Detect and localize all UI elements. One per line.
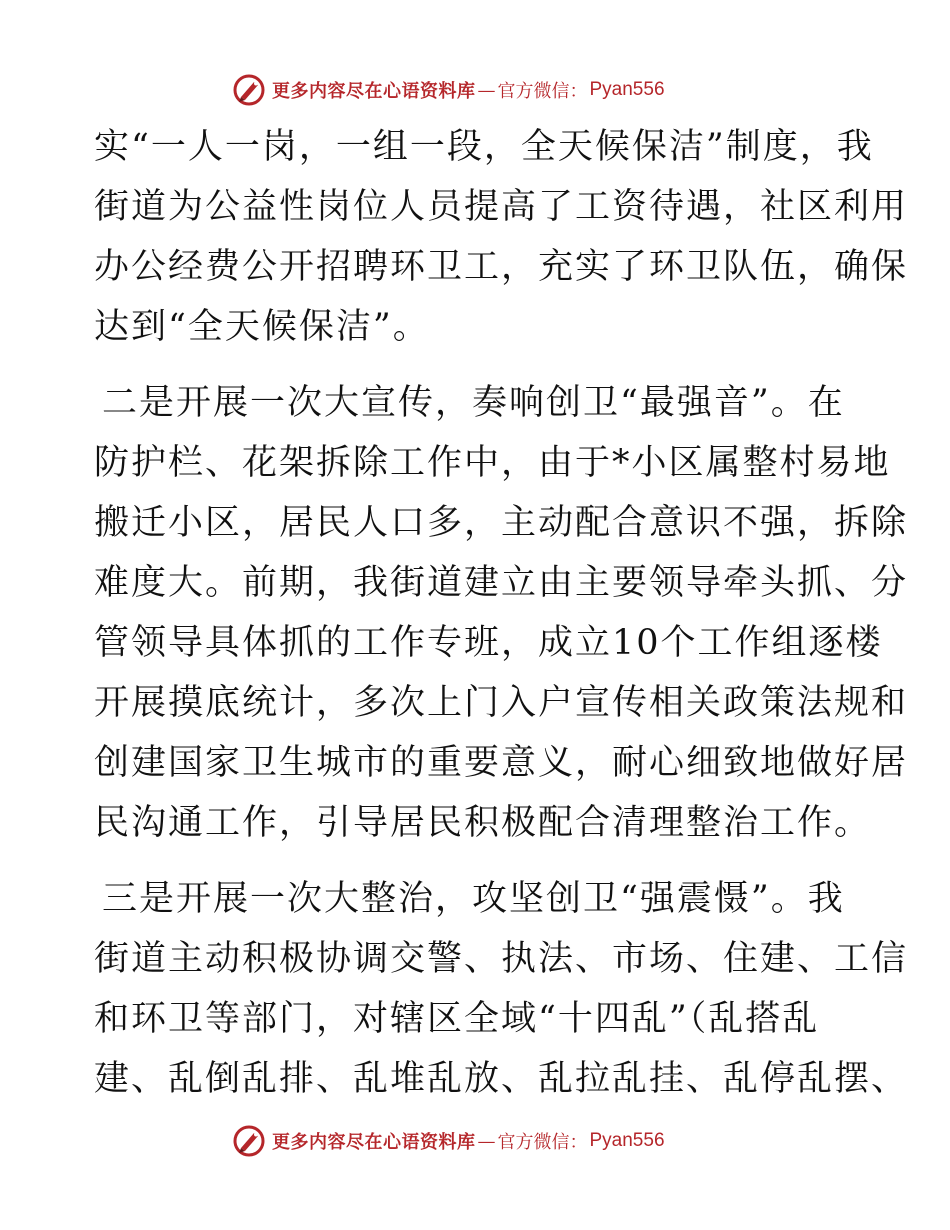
paragraph-1: [94, 117, 909, 357]
text-line: 难度大。前期，我街道建立由主要领导牵头抓、分: [94, 563, 909, 603]
text-line: 搬迁小区，居民人口多，主动配合意识不强，拆除: [94, 503, 909, 543]
text-line: 街道主动积极协调交警、执法、市场、住建、工信: [94, 939, 909, 979]
red-pen-circle-logo-icon: [232, 1124, 266, 1158]
text-line: 防护栏、花架拆除工作中，由于*小区属整村易地: [94, 443, 891, 483]
text-line: 创建国家卫生城市的重要意义，耐心细致地做好居: [94, 743, 909, 783]
text-line: 街道为公益性岗位人员提高了工资待遇，社区利用: [94, 187, 909, 227]
text-line: 达到“全天候保洁”。: [94, 307, 430, 347]
text-line: 开展摸底统计，多次上门入户宣传相关政策法规和: [94, 683, 909, 723]
header-banner: [232, 70, 732, 110]
text-line: 民沟通工作，引导居民积极配合清理整治工作。: [94, 803, 872, 843]
text-line: 管领导具体抓的工作专班，成立10个工作组逐楼: [94, 623, 883, 663]
paragraph-2: [94, 373, 909, 853]
text-line: 三是开展一次大整治，攻坚创卫“强震慑”。我: [102, 879, 845, 919]
red-pen-circle-logo-icon: [232, 73, 266, 107]
document-body: [94, 117, 909, 1109]
banner-dash: —: [477, 79, 496, 101]
banner-main-text: 更多内容尽在心语资料库: [272, 81, 476, 102]
banner-sub-text: 官方微信：: [497, 1132, 588, 1153]
text-line: 建、乱倒乱排、乱堆乱放、乱拉乱挂、乱停乱摆、: [94, 1059, 909, 1099]
text-line: 办公经费公开招聘环卫工，充实了环卫队伍，确保: [94, 247, 909, 287]
banner-main-text: 更多内容尽在心语资料库: [272, 1132, 476, 1153]
banner-sub-text: 官方微信：: [497, 81, 588, 102]
banner-dash: —: [477, 1130, 496, 1152]
text-line: 二是开展一次大宣传，奏响创卫“最强音”。在: [102, 383, 845, 423]
banner-account-id: Pyan556: [589, 1130, 665, 1151]
text-line: 实“一人一岗，一组一段，全天候保洁”制度，我: [94, 127, 874, 167]
banner-account-id: Pyan556: [589, 79, 665, 100]
text-line: 和环卫等部门，对辖区全域“十四乱”（乱搭乱: [94, 999, 820, 1039]
paragraph-3: [94, 869, 909, 1109]
footer-banner: [232, 1121, 732, 1161]
